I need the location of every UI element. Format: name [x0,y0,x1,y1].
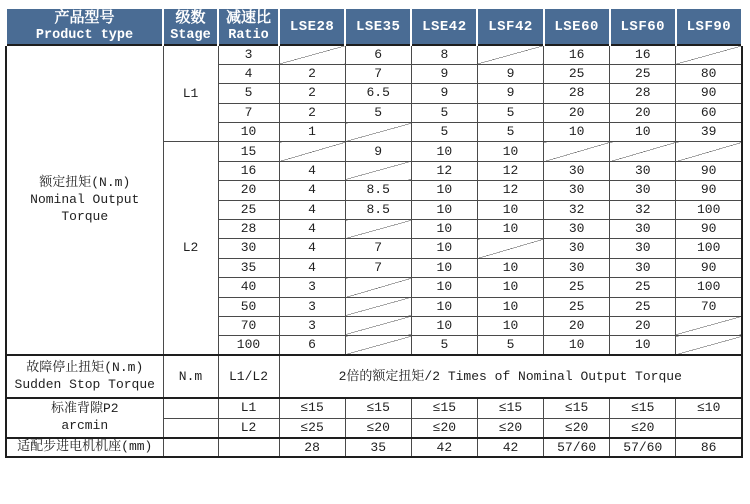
sudden-stop-label-en: Sudden Stop Torque [14,376,155,392]
na-diagonal-cell [676,316,742,335]
torque-value-LSE42-r3: 8 [411,45,477,64]
torque-value-LSE35-r20: 8.5 [345,181,411,200]
torque-value-LSE42-r10: 5 [411,123,477,142]
torque-value-LSF60-r16: 30 [610,161,676,180]
torque-value-LSF42-r70: 10 [477,316,543,335]
na-diagonal-cell [676,45,742,64]
stage-label-zh: 级数 [175,9,206,27]
na-diagonal-cell [345,297,411,316]
col-header-stage [163,8,218,45]
motor-mount-lsf42: 42 [477,438,543,457]
torque-value-LSE35-r3: 6 [345,45,411,64]
torque-value-LSF60-r7: 20 [610,103,676,122]
torque-value-LSE35-r5: 6.5 [345,84,411,103]
torque-value-LSF42-r100: 5 [477,336,543,355]
torque-value-LSF90-r28: 90 [676,220,742,239]
col-header-model-lsf90: LSF90 [676,8,742,45]
nominal-torque-label-line: 额定扭矩(N.m) [39,174,131,190]
torque-value-LSF60-r10: 10 [610,123,676,142]
torque-value-LSE42-r100: 5 [411,336,477,355]
torque-value-LSE28-r20: 4 [279,181,345,200]
torque-value-LSF90-r35: 90 [676,258,742,277]
backlash-l1-lsf42: ≤15 [477,398,543,418]
stage-cell-l1: L1 [163,45,218,142]
torque-value-LSF90-r4: 80 [676,64,742,83]
backlash-l1-lse28: ≤15 [279,398,345,418]
torque-value-LSF90-r20: 90 [676,181,742,200]
torque-value-LSF90-r50: 70 [676,297,742,316]
torque-value-LSF42-r16: 12 [477,161,543,180]
ratio-cell-30: 30 [218,239,279,258]
torque-value-LSF90-r25: 100 [676,200,742,219]
torque-value-LSE60-r16: 30 [544,161,610,180]
col-header-model-lse35: LSE35 [345,8,411,45]
na-diagonal-cell [676,336,742,355]
torque-value-LSF90-r40: 100 [676,278,742,297]
row-label-nominal-torque [6,45,163,355]
torque-value-LSF42-r15: 10 [477,142,543,161]
na-diagonal-cell [345,161,411,180]
torque-value-LSE60-r50: 25 [544,297,610,316]
torque-value-LSE28-r10: 1 [279,123,345,142]
torque-value-LSE28-r25: 4 [279,200,345,219]
ratio-label-zh: 减速比 [225,9,271,27]
torque-value-LSF42-r35: 10 [477,258,543,277]
sudden-stop-row [6,355,742,398]
na-diagonal-cell [345,220,411,239]
torque-value-LSF60-r50: 25 [610,297,676,316]
torque-value-LSE35-r35: 7 [345,258,411,277]
torque-value-LSF42-r10: 5 [477,123,543,142]
torque-value-LSF42-r5: 9 [477,84,543,103]
col-header-model-lse60: LSE60 [544,8,610,45]
torque-value-LSF90-r30: 100 [676,239,742,258]
torque-value-LSE60-r7: 20 [544,103,610,122]
torque-value-LSF60-r28: 30 [610,220,676,239]
torque-value-LSE60-r4: 25 [544,64,610,83]
torque-row-ratio-3 [6,45,742,64]
backlash-l2-stage: L2 [218,418,279,438]
torque-value-LSF90-r16: 90 [676,161,742,180]
torque-value-LSE60-r10: 10 [544,123,610,142]
torque-value-LSF60-r30: 30 [610,239,676,258]
torque-value-LSE28-r35: 4 [279,258,345,277]
product-type-label-en: Product type [35,27,134,43]
stage-cell-l2: L2 [163,142,218,355]
torque-value-LSE28-r70: 3 [279,316,345,335]
torque-value-LSF42-r28: 10 [477,220,543,239]
na-diagonal-cell [279,45,345,64]
motor-mount-lse35: 35 [345,438,411,457]
motor-mount-lse28: 28 [279,438,345,457]
ratio-label-en: Ratio [228,27,269,43]
torque-value-LSF90-r10: 39 [676,123,742,142]
torque-value-LSE60-r3: 16 [544,45,610,64]
stage-label-en: Stage [170,27,211,43]
torque-value-LSE28-r30: 4 [279,239,345,258]
ratio-cell-7: 7 [218,103,279,122]
torque-value-LSF60-r20: 30 [610,181,676,200]
sudden-stop-stage: L1/L2 [218,355,279,398]
torque-value-LSF60-r70: 20 [610,316,676,335]
torque-value-LSE42-r7: 5 [411,103,477,122]
torque-value-LSE42-r4: 9 [411,64,477,83]
torque-value-LSF42-r25: 10 [477,200,543,219]
na-diagonal-cell [544,142,610,161]
torque-value-LSE28-r50: 3 [279,297,345,316]
torque-value-LSE28-r4: 2 [279,64,345,83]
torque-value-LSE42-r35: 10 [411,258,477,277]
na-diagonal-cell [345,278,411,297]
backlash-l2-lse42: ≤20 [411,418,477,438]
torque-value-LSE42-r30: 10 [411,239,477,258]
backlash-label-en: arcmin [61,418,109,434]
torque-value-LSE28-r100: 6 [279,336,345,355]
ratio-cell-3: 3 [218,45,279,64]
torque-value-LSF42-r4: 9 [477,64,543,83]
torque-value-LSE60-r100: 10 [544,336,610,355]
motor-mount-empty-ratio [218,438,279,457]
ratio-cell-4: 4 [218,64,279,83]
nominal-torque-label-line: Nominal Output [30,191,140,207]
na-diagonal-cell [676,142,742,161]
ratio-cell-100: 100 [218,336,279,355]
torque-value-LSE60-r40: 25 [544,278,610,297]
header-row [6,8,742,45]
row-label-sudden-stop [6,355,163,398]
torque-value-LSE42-r5: 9 [411,84,477,103]
torque-value-LSE42-r70: 10 [411,316,477,335]
torque-value-LSF42-r20: 12 [477,181,543,200]
backlash-l2-lse60: ≤20 [544,418,610,438]
sudden-stop-label-zh: 故障停止扭矩(N.m) [26,359,144,375]
torque-value-LSF42-r50: 10 [477,297,543,316]
ratio-cell-40: 40 [218,278,279,297]
torque-value-LSE60-r70: 20 [544,316,610,335]
na-diagonal-cell [345,336,411,355]
ratio-cell-16: 16 [218,161,279,180]
torque-value-LSE42-r28: 10 [411,220,477,239]
ratio-cell-25: 25 [218,200,279,219]
backlash-l1-lse42: ≤15 [411,398,477,418]
backlash-l1-empty-cell [163,398,218,418]
col-header-ratio [218,8,279,45]
na-diagonal-cell [610,142,676,161]
motor-mount-section [6,438,742,457]
torque-value-LSE42-r15: 10 [411,142,477,161]
backlash-l2-lse28: ≤25 [279,418,345,438]
torque-value-LSE35-r25: 8.5 [345,200,411,219]
ratio-cell-28: 28 [218,220,279,239]
col-header-product-type [6,8,163,45]
torque-value-LSF60-r5: 28 [610,84,676,103]
na-diagonal-cell [345,316,411,335]
ratio-cell-35: 35 [218,258,279,277]
ratio-cell-70: 70 [218,316,279,335]
ratio-cell-50: 50 [218,297,279,316]
torque-value-LSE35-r4: 7 [345,64,411,83]
ratio-cell-20: 20 [218,181,279,200]
gearbox-spec-table [5,7,743,458]
torque-value-LSE42-r50: 10 [411,297,477,316]
torque-value-LSF90-r7: 60 [676,103,742,122]
torque-value-LSE42-r25: 10 [411,200,477,219]
motor-mount-lse60: 57/60 [544,438,610,457]
backlash-l2-empty-cell [163,418,218,438]
torque-value-LSE28-r5: 2 [279,84,345,103]
sudden-stop-section [6,355,742,398]
torque-value-LSF60-r40: 25 [610,278,676,297]
torque-value-LSE60-r35: 30 [544,258,610,277]
ratio-cell-15: 15 [218,142,279,161]
torque-value-LSE42-r20: 10 [411,181,477,200]
product-type-label-zh: 产品型号 [54,9,115,27]
torque-value-LSE28-r40: 3 [279,278,345,297]
torque-value-LSF60-r100: 10 [610,336,676,355]
nominal-torque-label-line: Torque [61,208,109,224]
motor-mount-empty-stage [163,438,218,457]
torque-value-LSE35-r30: 7 [345,239,411,258]
torque-value-LSE42-r40: 10 [411,278,477,297]
torque-value-LSE35-r7: 5 [345,103,411,122]
torque-value-LSE35-r15: 9 [345,142,411,161]
motor-mount-lse42: 42 [411,438,477,457]
backlash-label-zh: 标准背隙P2 [50,401,119,417]
na-diagonal-cell [477,239,543,258]
backlash-l2-lsf60: ≤20 [610,418,676,438]
torque-value-LSF60-r4: 25 [610,64,676,83]
motor-mount-lsf90: 86 [676,438,742,457]
na-diagonal-cell [345,123,411,142]
torque-value-LSE60-r30: 30 [544,239,610,258]
backlash-l1-lse35: ≤15 [345,398,411,418]
backlash-l1-lsf90: ≤10 [676,398,742,418]
torque-value-LSF60-r25: 32 [610,200,676,219]
torque-value-LSE60-r20: 30 [544,181,610,200]
backlash-l2-lsf90 [676,418,742,438]
backlash-l1-stage: L1 [218,398,279,418]
torque-value-LSE28-r16: 4 [279,161,345,180]
motor-mount-row [6,438,742,457]
row-label-backlash [6,398,163,438]
backlash-l2-lsf42: ≤20 [477,418,543,438]
torque-value-LSF42-r40: 10 [477,278,543,297]
torque-section [6,45,742,355]
col-header-model-lsf42: LSF42 [477,8,543,45]
backlash-l1-lse60: ≤15 [544,398,610,418]
torque-value-LSE28-r28: 4 [279,220,345,239]
sudden-stop-value: 2倍的额定扭矩/2 Times of Nominal Output Torque [279,355,742,398]
na-diagonal-cell [279,142,345,161]
table-header [6,8,742,45]
sudden-stop-unit: N.m [163,355,218,398]
ratio-cell-10: 10 [218,123,279,142]
torque-value-LSE60-r25: 32 [544,200,610,219]
torque-value-LSF42-r7: 5 [477,103,543,122]
col-header-model-lse42: LSE42 [411,8,477,45]
torque-value-LSE28-r7: 2 [279,103,345,122]
col-header-model-lsf60: LSF60 [610,8,676,45]
na-diagonal-cell [477,45,543,64]
torque-value-LSF60-r35: 30 [610,258,676,277]
motor-mount-lsf60: 57/60 [610,438,676,457]
backlash-l2-lse35: ≤20 [345,418,411,438]
col-header-model-lse28: LSE28 [279,8,345,45]
ratio-cell-5: 5 [218,84,279,103]
torque-value-LSF90-r5: 90 [676,84,742,103]
torque-value-LSE60-r28: 30 [544,220,610,239]
backlash-row-l1 [6,398,742,418]
torque-value-LSE42-r16: 12 [411,161,477,180]
backlash-l1-lsf60: ≤15 [610,398,676,418]
torque-value-LSE60-r5: 28 [544,84,610,103]
torque-value-LSF60-r3: 16 [610,45,676,64]
backlash-section [6,398,742,438]
row-label-motor-mount: 适配步进电机机座(mm) [6,438,163,457]
